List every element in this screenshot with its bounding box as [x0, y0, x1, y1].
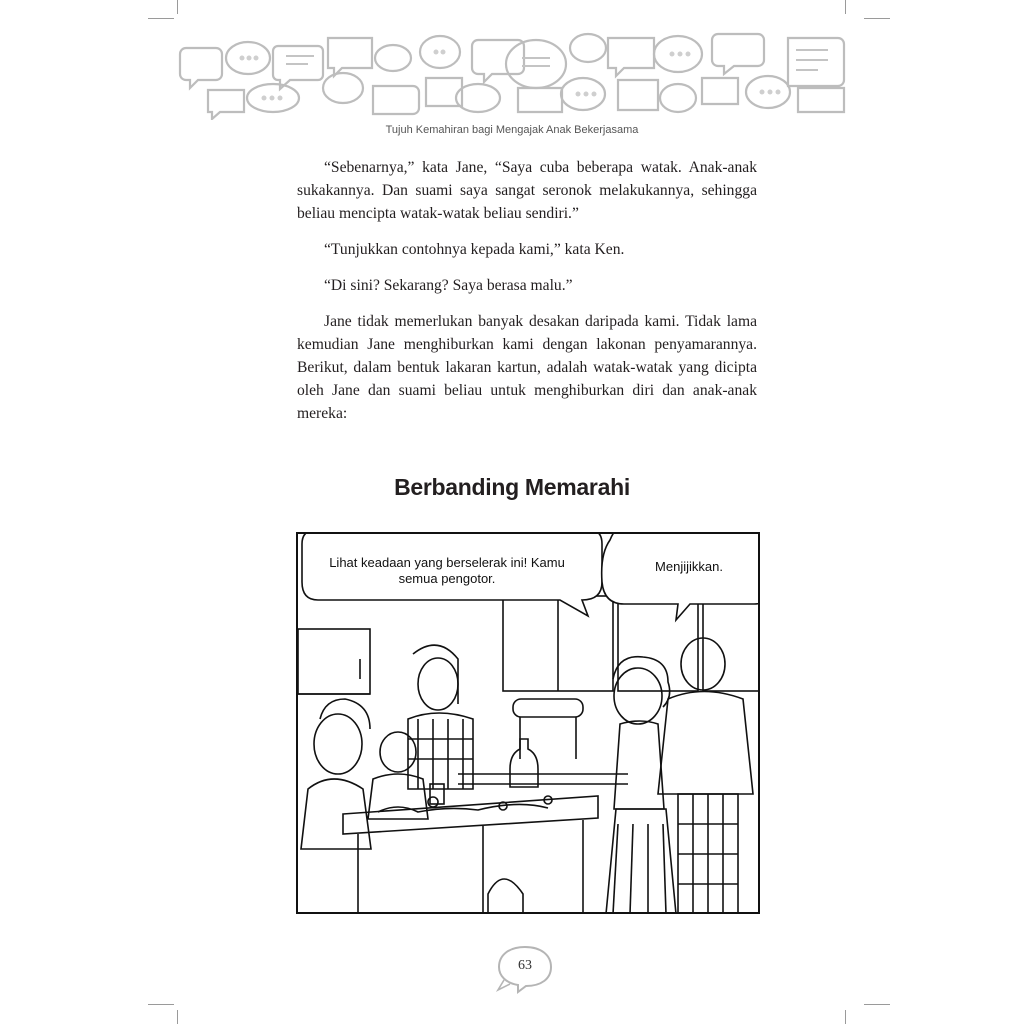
- crop-mark: [148, 18, 174, 19]
- speech-bubble-left: Lihat keadaan yang berselerak ini! Kamu semua pengotor.: [329, 555, 565, 586]
- header-speech-bubbles-decoration: [178, 18, 854, 120]
- crop-mark: [177, 1010, 178, 1024]
- page-number-bubble: [496, 944, 554, 994]
- paragraph: Jane tidak memerlukan banyak desakan daripada kami. Tidak lama kemudian Jane menghiburkan kami dengan lakonan penyamarannya. Berikut, dalam bentuk lakaran kartun, adalah watak-watak yang dicipta oleh Jane dan suami beliau untuk menghiburkan diri dan anak-anak mereka:: [297, 313, 757, 422]
- paragraph: “Sebenarnya,” kata Jane, “Saya cuba beberapa watak. Anak-anak sukakannya. Dan suami saya sangat seronok melakukannya, sehingga beliau mencipta watak-watak beliau sendiri.”: [297, 159, 757, 222]
- crop-mark: [864, 18, 890, 19]
- running-head: Tujuh Kemahiran bagi Mengajak Anak Bekerjasama: [385, 124, 639, 136]
- section-title: Berbanding Memarahi: [394, 474, 630, 500]
- kitchen-scene-drawing: [298, 534, 760, 914]
- crop-mark: [148, 1004, 174, 1005]
- crop-mark: [864, 1004, 890, 1005]
- page-number: 63: [518, 958, 532, 973]
- paragraph: “Di sini? Sekarang? Saya berasa malu.”: [324, 277, 573, 294]
- speech-bubble-right: Menjijikkan.: [655, 559, 723, 574]
- crop-mark: [177, 0, 178, 14]
- comic-illustration: [296, 532, 760, 914]
- paragraph: “Tunjukkan contohnya kepada kami,” kata Ken.: [324, 241, 625, 258]
- body-text: [297, 156, 757, 438]
- crop-mark: [845, 0, 846, 14]
- crop-mark: [845, 1010, 846, 1024]
